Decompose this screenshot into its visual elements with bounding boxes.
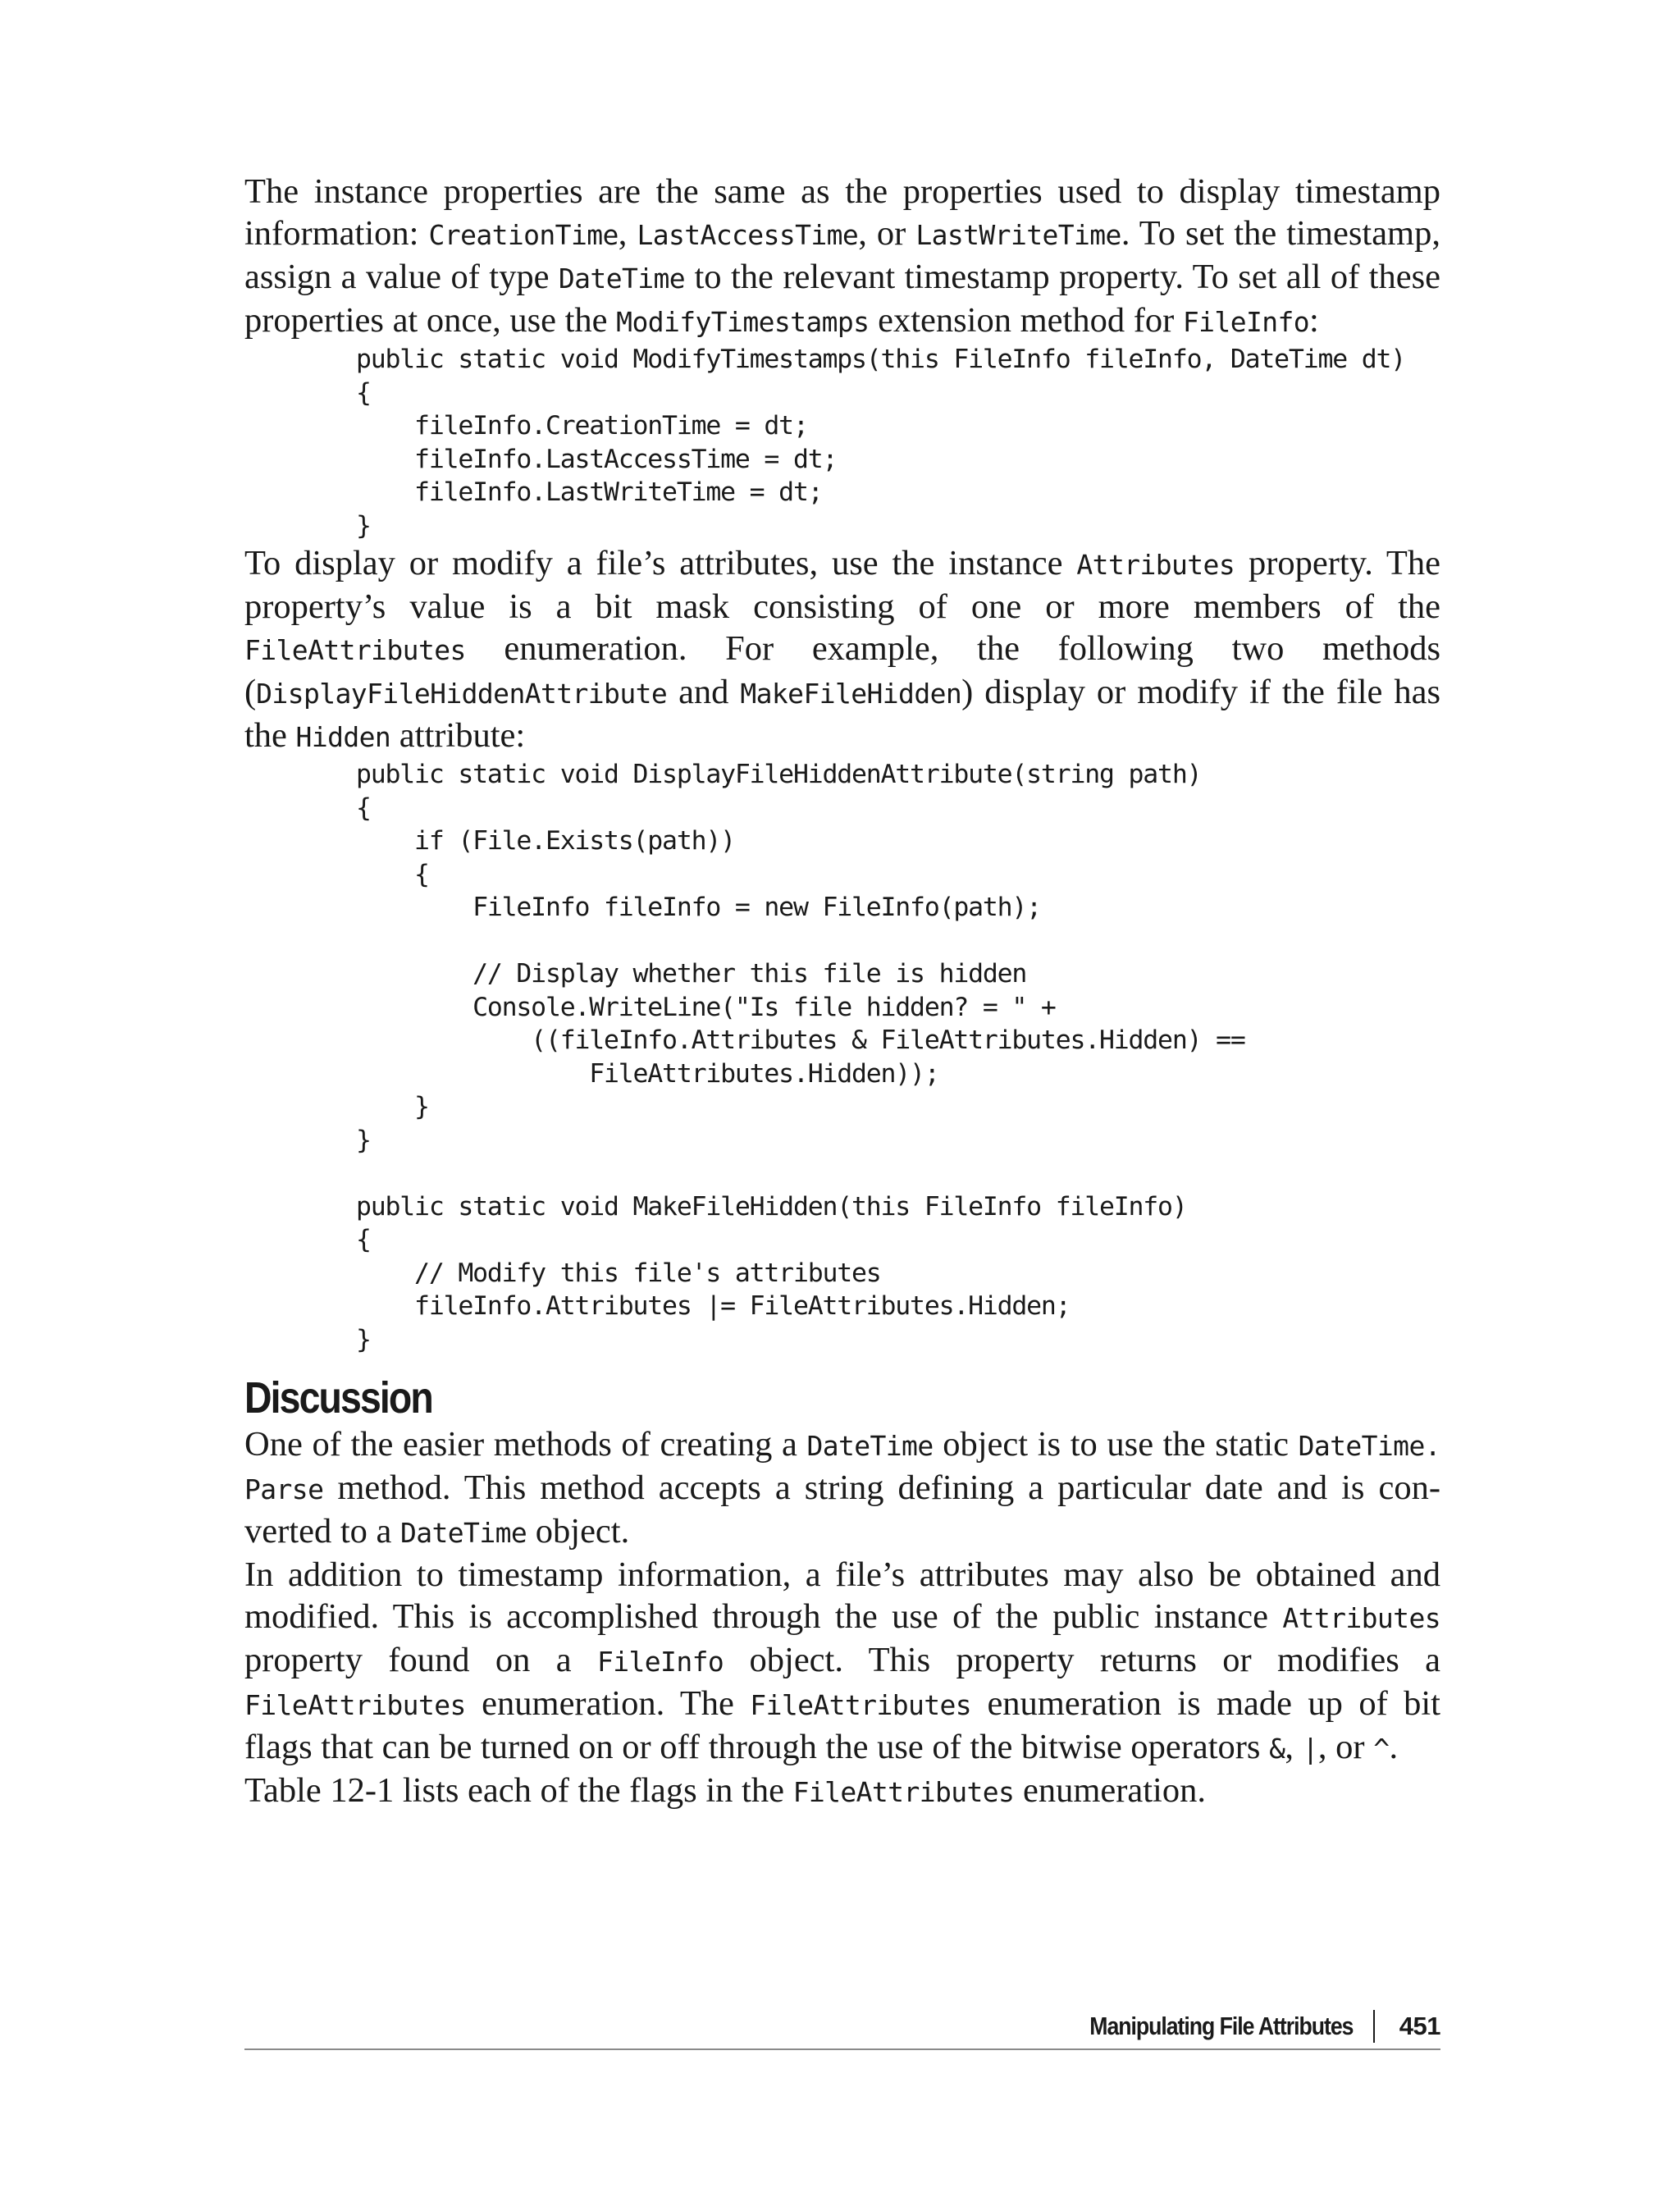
footer-section-title: Manipulating File Attributes	[1089, 2012, 1354, 2040]
paragraph-datetime-parse: One of the easier methods of creating a DateTime object is to use the static DateTime.​Parse method. This method accepts a string defining a particular date and is converted to a DateTime object.	[244, 1425, 1440, 1551]
inline-code: Hidden	[295, 721, 391, 753]
inline-code: FileInfo	[596, 1646, 724, 1678]
page-number: 451	[1399, 2012, 1440, 2040]
inline-code: DisplayFileHiddenAttribute	[256, 678, 668, 710]
inline-code: DateTime.​Parse	[244, 1430, 1440, 1505]
paragraph-timestamp-properties: The instance properties are the same as the properties used to display timestamp information: CreationTime, LastAccessTime, or LastWriteTime. To set the timestamp, assign a value of type DateTime to the relevant timestamp property. To set all of these properties at once, use the ModifyTimestamps extension method for FileInfo:	[244, 172, 1440, 340]
inline-code: DateTime	[399, 1517, 527, 1549]
code-block-modify-timestamps: public static void ModifyTimestamps(this FileInfo fileInfo, DateTime dt) { fileInfo.CreationTime = dt; fileInfo.LastAccessTime = dt; fileInfo.LastWriteTime = dt; }	[356, 345, 1406, 541]
paragraph-file-attributes: To display or modify a file’s attributes, use the instance Attributes property. The property’s value is a bit mask consisting of one or more members of the FileAttributes enumeration. For example, the following two methods (DisplayFileHiddenAttribute and MakeFileHidden) display or modify if the file has the Hidden attribute:	[244, 544, 1440, 755]
inline-code: FileInfo	[1182, 306, 1310, 338]
inline-code: Attributes	[1282, 1602, 1440, 1634]
code-block-hidden-attribute: public static void DisplayFileHiddenAttribute(string path) { if (File.Exists(path)) { FileInfo fileInfo = new FileInfo(path); // Display whether this file is hidden Console.WriteLine("Is file hidden? = " + ((fileInfo.Attributes & FileAttributes.Hidden) == FileAttributes.Hidden)); } } public static void MakeFileHidden(this FileInfo fileInfo) { // Modify this file's attributes fileInfo.Attributes |= FileAttributes.Hidden; }	[356, 760, 1245, 1354]
footer-rule	[244, 2048, 1440, 2050]
inline-code: &	[1269, 1733, 1285, 1765]
paragraph-table-reference: Table 12-1 lists each of the flags in the FileAttributes enumeration.	[244, 1771, 1206, 1810]
inline-code: |	[1302, 1733, 1318, 1765]
page-footer	[1047, 2010, 1440, 2043]
inline-code: DateTime	[558, 263, 686, 295]
page-content	[244, 171, 1440, 1813]
inline-code: CreationTime	[428, 219, 619, 251]
inline-code: ^	[1373, 1733, 1390, 1765]
inline-code: LastAccessTime	[637, 219, 859, 251]
section-heading: Discussion	[244, 1373, 432, 1423]
inline-code: MakeFileHidden	[740, 678, 962, 710]
inline-code: FileAttributes	[244, 1689, 466, 1721]
inline-code: FileAttributes	[750, 1689, 972, 1721]
inline-code: ModifyTimestamps	[616, 306, 870, 338]
inline-code: FileAttributes	[792, 1776, 1015, 1808]
inline-code: LastWriteTime	[915, 219, 1121, 251]
inline-code: DateTime	[806, 1430, 934, 1462]
paragraph-attributes-explanation: In addition to timestamp information, a file’s attributes may also be obtained and modified. This is accomplished through the use of the public instance Attributes property found on a FileInfo object. This property returns or modifies a FileAttributes enumeration. The FileAttributes enumeration is made up of bit flags that can be turned on or off through the use of the bitwise operators &, |, or ^.	[244, 1555, 1440, 1766]
inline-code: Attributes	[1076, 549, 1235, 581]
inline-code: FileAttributes	[244, 634, 466, 666]
footer-separator	[1373, 2010, 1375, 2043]
